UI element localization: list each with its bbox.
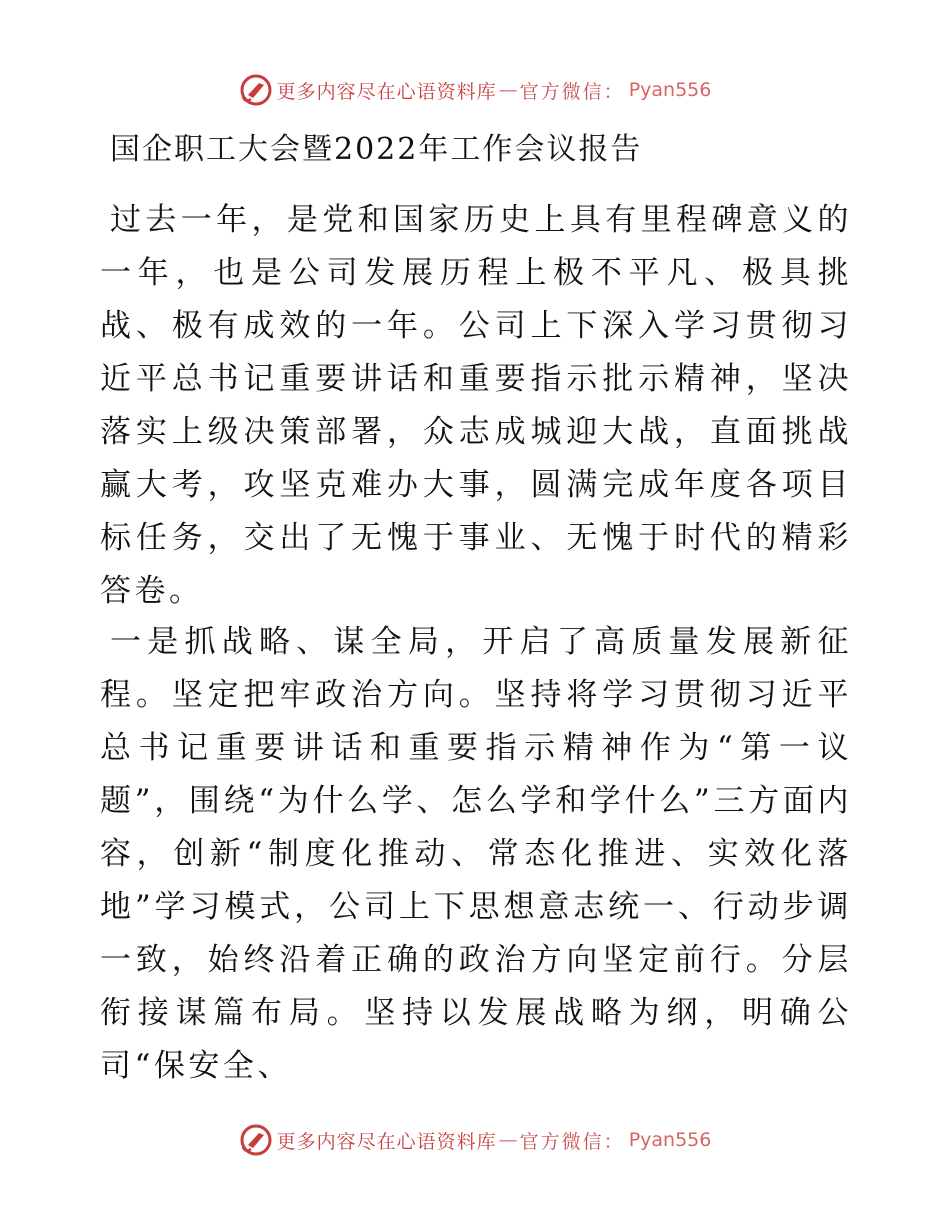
header-watermark-banner: [0, 70, 950, 110]
banner-separator: —: [498, 1129, 518, 1151]
banner-text: 更多内容尽在心语资料库: [276, 80, 497, 103]
banner-wechat-label: 官方微信: [519, 1130, 604, 1153]
banner-wechat-handle: Pyan556: [628, 79, 712, 101]
document-title: 国企职工大会暨2022年工作会议报告: [110, 132, 643, 167]
banner-wechat-label: 官方微信: [519, 80, 604, 103]
red-seal-logo-icon: [239, 1123, 273, 1157]
footer-watermark-banner: [0, 1120, 950, 1160]
red-seal-logo-icon: [239, 73, 273, 107]
banner-separator: —: [498, 79, 518, 101]
banner-wechat-handle: Pyan556: [628, 1129, 712, 1151]
body-paragraph-2: 一是抓战略、谋全局，开启了高质量发展新征程。坚定把牢政治方向。坚持将学习贯彻习近平总书记重要讲话和重要指示精神作为“第一议题”，围绕“为什么学、怎么学和学什么”三方面内容，创新“制度化推动、常态化推进、实效化落地”学习模式，公司上下思想意志统一、行动步调一致，始终沿着正确的政治方向坚定前行。分层衔接谋篇布局。坚持以发展战略为纲，明确公司“保安全、: [100, 624, 852, 1084]
banner-text: 更多内容尽在心语资料库: [276, 1130, 497, 1153]
body-paragraph-1: 过去一年，是党和国家历史上具有里程碑意义的一年，也是公司发展历程上极不平凡、极具挑战、极有成效的一年。公司上下深入学习贯彻习近平总书记重要讲话和重要指示批示精神，坚决落实上级决策部署，众志成城迎大战，直面挑战赢大考，攻坚克难办大事，圆满完成年度各项目标任务，交出了无愧于事业、无愧于时代的精彩答卷。: [100, 202, 852, 609]
banner-colon: ：: [603, 80, 623, 103]
banner-colon: ：: [603, 1130, 623, 1153]
